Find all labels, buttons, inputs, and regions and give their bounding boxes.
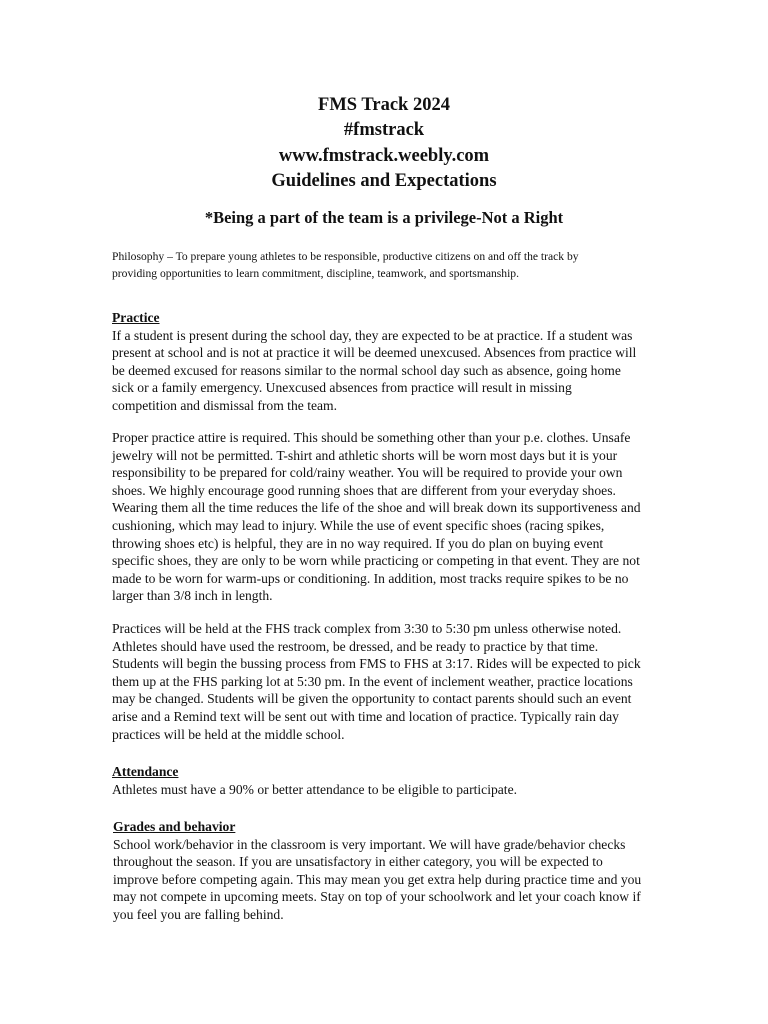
practice-paragraph-attire xyxy=(112,429,657,605)
philosophy-paragraph xyxy=(112,249,632,282)
practice-section xyxy=(112,309,657,415)
title-block xyxy=(0,93,768,194)
text-line: improve before competing again. This may mean you get extra help during practice time and you xyxy=(113,871,642,887)
text-line: cushioning, which may lead to injury. While the use of event specific shoes (racing spikes, xyxy=(112,517,605,533)
team-slogan: *Being a part of the team is a privilege-Not a Right xyxy=(204,208,564,227)
hashtag: #fmstrack xyxy=(343,120,425,141)
text-line: shoes. We highly encourage good running shoes that are different from your everyday shoes. xyxy=(112,482,616,498)
text-line: you feel you are falling behind. xyxy=(113,906,284,922)
text-line: specific shoes, they are only to be worn while practicing or competing in that event. They are not xyxy=(112,553,640,569)
practice-paragraph-schedule xyxy=(112,620,657,743)
text-line: made to be worn for warm-ups or conditioning. In addition, most tracks require spikes to be no xyxy=(112,570,629,586)
text-line: practices will be held at the middle school. xyxy=(112,726,345,742)
document-subtitle: Guidelines and Expectations xyxy=(271,170,497,191)
text-line: Athletes must have a 90% or better attendance to be eligible to participate. xyxy=(112,781,518,797)
text-line: responsibility to be prepared for cold/rainy weather. You will be required to provide your own xyxy=(112,465,623,481)
philosophy-line: providing opportunities to learn commitment, discipline, teamwork, and sportsmanship. xyxy=(112,266,520,280)
website-url: www.fmstrack.weebly.com xyxy=(278,145,490,166)
text-line: larger than 3/8 inch in length. xyxy=(112,588,273,604)
attendance-heading: Attendance xyxy=(112,764,179,779)
text-line: throughout the season. If you are unsatisfactory in either category, you will be expected to xyxy=(113,854,603,870)
document-title: FMS Track 2024 xyxy=(318,95,450,115)
grades-paragraph xyxy=(113,836,658,924)
practice-heading: Practice xyxy=(112,310,160,325)
text-line: may be changed. Students will be given the opportunity to contact parents should such an event xyxy=(112,691,632,707)
practice-paragraph-attendance xyxy=(112,327,657,415)
practice-schedule-section xyxy=(112,620,657,743)
text-line: jewelry will not be permitted. T-shirt and athletic shorts will be worn most days but it is your xyxy=(112,447,618,463)
attendance-section xyxy=(112,763,657,798)
text-line: Athletes should have used the restroom, be dressed, and be ready to practice by that time. xyxy=(112,638,599,654)
text-line: them up at the FHS parking lot at 5:30 pm. In the event of inclement weather, practice locations xyxy=(112,673,633,689)
text-line: School work/behavior in the classroom is very important. We will have grade/behavior checks xyxy=(113,836,626,852)
text-line: Wearing them all the time reduces the life of the shoe and will break down its supportiveness and xyxy=(112,500,641,516)
grades-section xyxy=(113,818,658,924)
text-line: If a student is present during the school day, they are expected to be at practice. If a student was xyxy=(112,327,633,343)
attendance-paragraph xyxy=(112,781,657,799)
text-line: sick or a family emergency. Unexcused absences from practice will result in missing xyxy=(112,380,572,396)
text-line: may not compete in upcoming meets. Stay on top of your schoolwork and let your coach know if xyxy=(113,889,641,905)
text-line: Practices will be held at the FHS track complex from 3:30 to 5:30 pm unless otherwise noted. xyxy=(112,621,622,636)
text-line: arise and a Remind text will be sent out with time and location of practice. Typically rain day xyxy=(112,708,619,724)
text-line: Students will begin the bussing process from FMS to FHS at 3:17. Rides will be expected to pick xyxy=(112,656,641,672)
text-line: Proper practice attire is required. This should be something other than your p.e. clothes. Unsafe xyxy=(112,430,631,445)
philosophy-line: Philosophy – To prepare young athletes to be responsible, productive citizens on and off the track by xyxy=(112,250,579,263)
text-line: competition and dismissal from the team. xyxy=(112,397,338,413)
text-line: present at school and is not at practice it will be deemed unexcused. Absences from practice will xyxy=(112,345,637,361)
grades-heading: Grades and behavior xyxy=(113,819,236,834)
text-line: be deemed excused for reasons similar to the normal school day such as absence, going home xyxy=(112,362,621,378)
text-line: throwing shoes etc) is helpful, they are in no way required. If you do plan on buying event xyxy=(112,535,604,551)
practice-attire-section xyxy=(112,429,657,605)
